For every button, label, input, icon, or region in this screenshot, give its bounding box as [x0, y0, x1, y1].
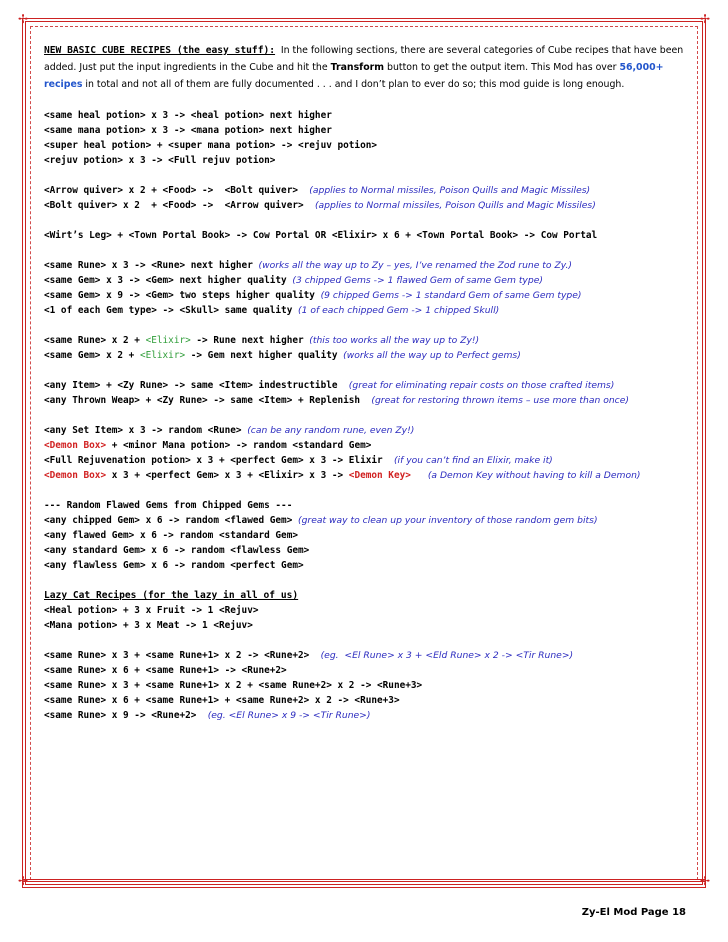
- recipe-text: <Bolt quiver> x 2 + <Food> -> <Arrow quiver>: [44, 200, 315, 211]
- recipe-text: <same Rune> x 3 + <same Rune+1> x 2 + <same Rune+2> x 2 -> <Rune+3>: [44, 680, 423, 691]
- recipe-note: (3 chipped Gems -> 1 flawed Gem of same Gem type): [292, 275, 543, 286]
- recipe-line: [44, 273, 690, 288]
- recipe-text: --- Random Flawed Gems from Chipped Gems ---: [44, 500, 293, 511]
- recipe-note: (great for eliminating repair costs on those crafted items): [348, 380, 615, 391]
- recipe-text: <same heal potion> x 3 -> <heal potion> next higher: [44, 110, 332, 121]
- recipe-line: [44, 603, 690, 618]
- recipe-line: [44, 708, 690, 723]
- recipe-line: [44, 183, 690, 198]
- recipe-text: <Heal potion> + 3 x Fruit -> 1 <Rejuv>: [44, 605, 259, 616]
- recipe-text: <any Thrown Weap> + <Zy Rune> -> same <Item> + Replenish: [44, 395, 372, 406]
- recipe-line: [44, 513, 690, 528]
- recipe-text: <same Gem> x 3 -> <Gem> next higher quality: [44, 275, 293, 286]
- recipe-text: <same Gem> x 2 +: [44, 350, 140, 361]
- recipe-note: (9 chipped Gems -> 1 standard Gem of same Gem type): [320, 290, 582, 301]
- demon-token: <Demon Box>: [44, 440, 107, 451]
- recipe-text: <any Item> + <Zy Rune> -> same <Item> indestructible: [44, 380, 349, 391]
- recipe-text: <same mana potion> x 3 -> <mana potion> next higher: [44, 125, 332, 136]
- intro-text-part: button to get the output item. This Mod has over: [384, 62, 620, 73]
- recipe-text: <super heal potion> + <super mana potion> -> <rejuv potion>: [44, 140, 378, 151]
- recipe-text: <same Rune> x 3 + <same Rune+1> x 2 -> <Rune+2>: [44, 650, 321, 661]
- recipe-line: [44, 528, 690, 543]
- recipe-note: (works all the way up to Perfect gems): [343, 350, 521, 361]
- spacer: [44, 483, 690, 498]
- recipe-line: [44, 438, 690, 453]
- recipe-text: <same Gem> x 9 -> <Gem> two steps higher quality: [44, 290, 321, 301]
- recipe-text: <any flawless Gem> x 6 -> random <perfect Gem>: [44, 560, 304, 571]
- recipe-line: [44, 333, 690, 348]
- spacer: [44, 318, 690, 333]
- recipe-text: [411, 470, 428, 481]
- recipe-text: <same Rune> x 3 -> <Rune> next higher: [44, 260, 259, 271]
- recipe-note: (works all the way up to Zy – yes, I’ve renamed the Zod rune to Zy.): [258, 260, 572, 271]
- lazy-recipe-list: [44, 603, 690, 738]
- page-content: [44, 42, 690, 738]
- recipe-line: [44, 198, 690, 213]
- page-footer: Zy-El Mod Page 18: [581, 907, 686, 918]
- intro-text-part: In the following sections, there are several categories of Cube recipes that have been added. Just put the input ingredients in the Cube and hit the: [44, 45, 684, 73]
- recipe-text: <1 of each Gem type> -> <Skull> same quality: [44, 305, 298, 316]
- recipe-line: [44, 228, 690, 243]
- recipe-list: [44, 108, 690, 588]
- corner-ornament: ✢: [700, 12, 711, 26]
- recipe-note: (eg. <El Rune> x 9 -> <Tir Rune>): [207, 710, 371, 721]
- recipe-line: [44, 648, 690, 663]
- recipe-text: <same Rune> x 6 + <same Rune+1> + <same Rune+2> x 2 -> <Rune+3>: [44, 695, 400, 706]
- recipe-note: (applies to Normal missiles, Poison Quills and Magic Missiles): [314, 200, 596, 211]
- recipe-text: x 3 + <perfect Gem> x 3 + <Elixir> x 3 ->: [106, 470, 349, 481]
- spacer: [44, 573, 690, 588]
- footer-rule: [22, 879, 706, 890]
- recipe-line: [44, 138, 690, 153]
- recipe-text: -> Rune next higher: [190, 335, 310, 346]
- transform-label: Transform: [330, 62, 385, 73]
- recipe-line: [44, 663, 690, 678]
- recipe-note: (can be any random rune, even Zy!): [247, 425, 415, 436]
- recipe-line: [44, 258, 690, 273]
- spacer: [44, 723, 690, 738]
- recipe-line: [44, 498, 690, 513]
- spacer: [44, 168, 690, 183]
- recipe-line: [44, 543, 690, 558]
- recipe-line: [44, 153, 690, 168]
- recipe-text: <same Rune> x 9 -> <Rune+2>: [44, 710, 208, 721]
- recipe-line: [44, 303, 690, 318]
- corner-ornament: ✢: [700, 874, 711, 888]
- recipe-text: <same Rune> x 6 + <same Rune+1> -> <Rune+2>: [44, 665, 287, 676]
- recipe-note: (a Demon Key without having to kill a Demon): [427, 470, 641, 481]
- recipe-line: [44, 108, 690, 123]
- recipe-note: (applies to Normal missiles, Poison Quills and Magic Missiles): [309, 185, 591, 196]
- recipe-text: <any flawed Gem> x 6 -> random <standard Gem>: [44, 530, 298, 541]
- spacer: [44, 93, 690, 108]
- recipe-text: <Wirt’s Leg> + <Town Portal Book> -> Cow Portal OR <Elixir> x 6 + <Town Portal Book> -> Cow Portal: [44, 230, 598, 241]
- recipe-text: <same Rune> x 2 +: [44, 335, 146, 346]
- recipe-note: (great for restoring thrown items – use more than once): [371, 395, 629, 406]
- spacer: [44, 408, 690, 423]
- recipe-line: [44, 348, 690, 363]
- elixir-token: <Elixir>: [139, 350, 186, 361]
- recipe-line: [44, 693, 690, 708]
- intro-text-part: in total and not all of them are fully documented . . . and I don’t plan to ever do so; this mod guide is long enough.: [82, 79, 625, 90]
- spacer: [44, 633, 690, 648]
- recipe-text: <any Set Item> x 3 -> random <Rune>: [44, 425, 248, 436]
- elixir-token: <Elixir>: [145, 335, 191, 346]
- recipe-line: [44, 378, 690, 393]
- demon-token: <Demon Box>: [44, 470, 107, 481]
- recipe-line: [44, 618, 690, 633]
- recipe-note: (if you can’t find an Elixir, make it): [393, 455, 553, 466]
- lazy-cat-title: Lazy Cat Recipes (for the lazy in all of us): [44, 590, 299, 601]
- recipe-text: <rejuv potion> x 3 -> <Full rejuv potion>: [44, 155, 276, 166]
- recipe-note: (eg. <El Rune> x 3 + <Eld Rune> x 2 -> <Tir Rune>): [320, 650, 574, 661]
- recipe-line: [44, 468, 690, 483]
- recipe-text: <any chipped Gem> x 6 -> random <flawed Gem>: [44, 515, 298, 526]
- recipe-text: -> Gem next higher quality: [185, 350, 344, 361]
- recipe-text: <Full Rejuvenation potion> x 3 + <perfect Gem> x 3 -> Elixir: [44, 455, 394, 466]
- recipe-line: [44, 393, 690, 408]
- corner-ornament: ✢: [18, 874, 29, 888]
- spacer: [44, 213, 690, 228]
- recipe-count: 56,000+ recipes: [44, 62, 664, 90]
- corner-ornament: ✢: [18, 12, 29, 26]
- recipe-text: <Arrow quiver> x 2 + <Food> -> <Bolt quiver>: [44, 185, 310, 196]
- recipe-line: [44, 288, 690, 303]
- recipe-text: + <minor Mana potion> -> random <standard Gem>: [106, 440, 372, 451]
- section-title: NEW BASIC CUBE RECIPES (the easy stuff):: [44, 45, 276, 56]
- intro-paragraph: [44, 42, 690, 93]
- recipe-line: [44, 453, 690, 468]
- spacer: [44, 363, 690, 378]
- recipe-line: [44, 678, 690, 693]
- recipe-note: (1 of each chipped Gem -> 1 chipped Skull): [298, 305, 500, 316]
- recipe-text: <any standard Gem> x 6 -> random <flawless Gem>: [44, 545, 310, 556]
- spacer: [44, 243, 690, 258]
- recipe-line: [44, 558, 690, 573]
- recipe-line: [44, 123, 690, 138]
- recipe-note: (this too works all the way up to Zy!): [309, 335, 480, 346]
- recipe-note: (great way to clean up your inventory of those random gem bits): [298, 515, 598, 526]
- recipe-text: <Mana potion> + 3 x Meat -> 1 <Rejuv>: [44, 620, 253, 631]
- recipe-line: [44, 423, 690, 438]
- demon-token: <Demon Key>: [348, 470, 411, 481]
